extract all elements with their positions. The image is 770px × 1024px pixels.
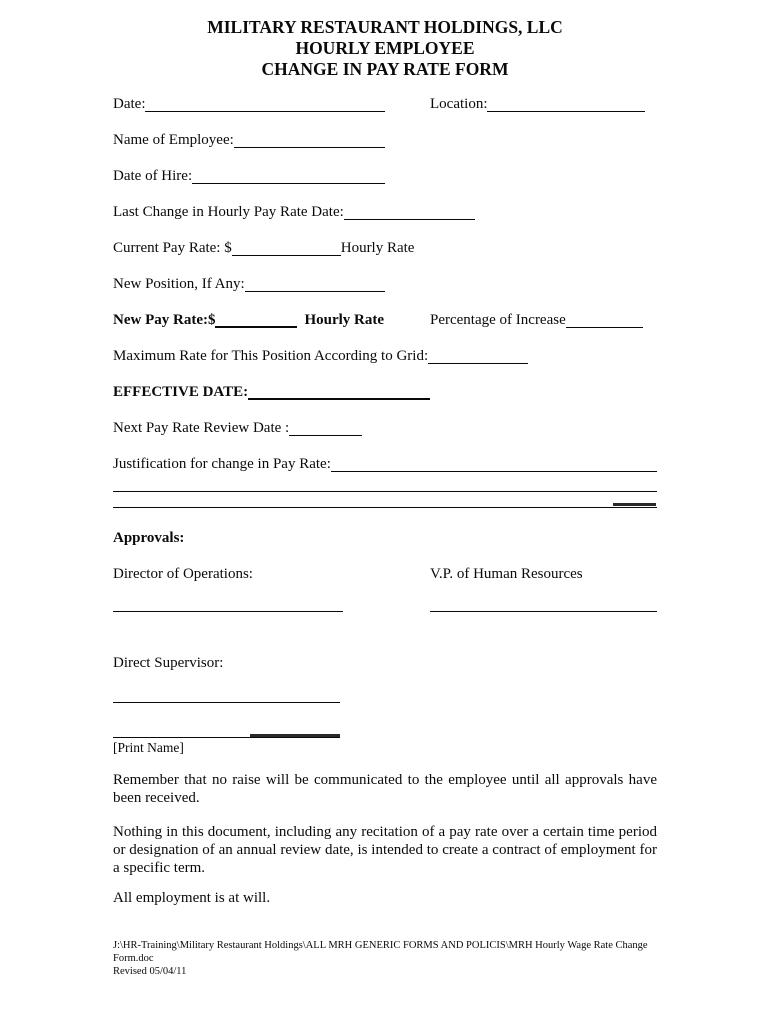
justification-label: Justification for change in Pay Rate: <box>113 456 331 472</box>
new-pay-rate-label: New Pay Rate:$ <box>113 312 216 328</box>
new-position-blank[interactable] <box>245 274 385 292</box>
location-blank[interactable] <box>487 94 645 112</box>
form-title-line-3: CHANGE IN PAY RATE FORM <box>261 59 509 79</box>
percentage-increase-label: Percentage of Increase <box>430 312 566 328</box>
note-contract-paragraph: Nothing in this document, including any recitation of a pay rate over a certain time period or designation of an annual review date, is intended to create a contract of employment for a specific term. <box>113 824 657 876</box>
effective-date-label: EFFECTIVE DATE: <box>113 384 249 400</box>
date-of-hire-label: Date of Hire: <box>113 168 193 184</box>
percentage-increase-blank[interactable] <box>566 310 643 328</box>
supervisor-line-bold-segment <box>250 734 340 737</box>
new-pay-rate-blank[interactable] <box>215 310 297 328</box>
field-location <box>430 94 645 114</box>
field-employee-name <box>113 130 385 150</box>
date-of-hire-blank[interactable] <box>192 166 385 184</box>
note-at-will-paragraph: All employment is at will. <box>113 890 271 906</box>
form-title-line-2: HOURLY EMPLOYEE <box>295 38 475 58</box>
justification-blank-line-3[interactable] <box>113 507 657 508</box>
director-signature-line[interactable] <box>113 611 343 612</box>
vp-human-resources-label: V.P. of Human Resources <box>430 566 583 582</box>
vp-signature-line[interactable] <box>430 611 657 612</box>
field-date <box>113 94 385 114</box>
field-justification <box>113 454 657 474</box>
field-current-pay-rate <box>113 238 657 258</box>
field-max-rate-grid <box>113 346 528 366</box>
note-approvals-paragraph: Remember that no raise will be communicated to the employee until all approvals have been received. <box>113 772 657 806</box>
field-effective-date <box>113 382 430 402</box>
footer-file-path: J:\HR-Training\Military Restaurant Holdings\ALL MRH GENERIC FORMS AND POLICIS\MRH Hourly Wage Rate Change Form.doc <box>113 940 648 964</box>
field-new-position <box>113 274 385 294</box>
max-rate-grid-label: Maximum Rate for This Position According to Grid: <box>113 348 429 364</box>
current-pay-rate-label: Current Pay Rate: $ <box>113 240 232 256</box>
document-footer <box>113 939 657 978</box>
approvals-heading: Approvals: <box>113 530 185 546</box>
next-review-date-label: Next Pay Rate Review Date : <box>113 420 290 436</box>
row-new-pay-rate <box>113 310 657 330</box>
employee-name-blank[interactable] <box>234 130 385 148</box>
supervisor-print-name-line[interactable] <box>113 737 340 738</box>
next-review-date-blank[interactable] <box>289 418 362 436</box>
effective-date-blank[interactable] <box>248 382 430 400</box>
current-pay-rate-suffix: Hourly Rate <box>340 240 415 256</box>
field-date-of-hire <box>113 166 385 186</box>
field-next-review-date <box>113 418 362 438</box>
row-approver-titles <box>113 564 657 584</box>
form-content <box>113 0 657 1024</box>
footer-revision-date: Revised 05/04/11 <box>113 966 187 977</box>
field-percentage-increase <box>430 310 643 330</box>
justification-blank-line-1[interactable] <box>331 454 657 472</box>
current-pay-rate-blank[interactable] <box>232 238 341 256</box>
last-change-date-blank[interactable] <box>344 202 475 220</box>
form-title <box>113 17 657 80</box>
date-label: Date: <box>113 96 146 112</box>
supervisor-signature-line[interactable] <box>113 702 340 703</box>
print-name-label: [Print Name] <box>113 740 184 755</box>
form-title-line-1: MILITARY RESTAURANT HOLDINGS, LLC <box>207 17 563 37</box>
field-last-change-date <box>113 202 475 222</box>
field-new-pay-rate <box>113 310 395 330</box>
row-date-location <box>113 94 657 114</box>
director-operations-label: Director of Operations: <box>113 566 253 582</box>
justification-blank-line-2[interactable] <box>113 491 657 492</box>
new-position-label: New Position, If Any: <box>113 276 245 292</box>
last-change-date-label: Last Change in Hourly Pay Rate Date: <box>113 204 344 220</box>
justification-line-bold-segment <box>613 503 656 506</box>
new-pay-rate-suffix: Hourly Rate <box>304 312 385 328</box>
direct-supervisor-label: Direct Supervisor: <box>113 655 224 671</box>
employee-name-label: Name of Employee: <box>113 132 234 148</box>
location-label: Location: <box>430 96 488 112</box>
date-blank[interactable] <box>145 94 385 112</box>
max-rate-grid-blank[interactable] <box>428 346 528 364</box>
